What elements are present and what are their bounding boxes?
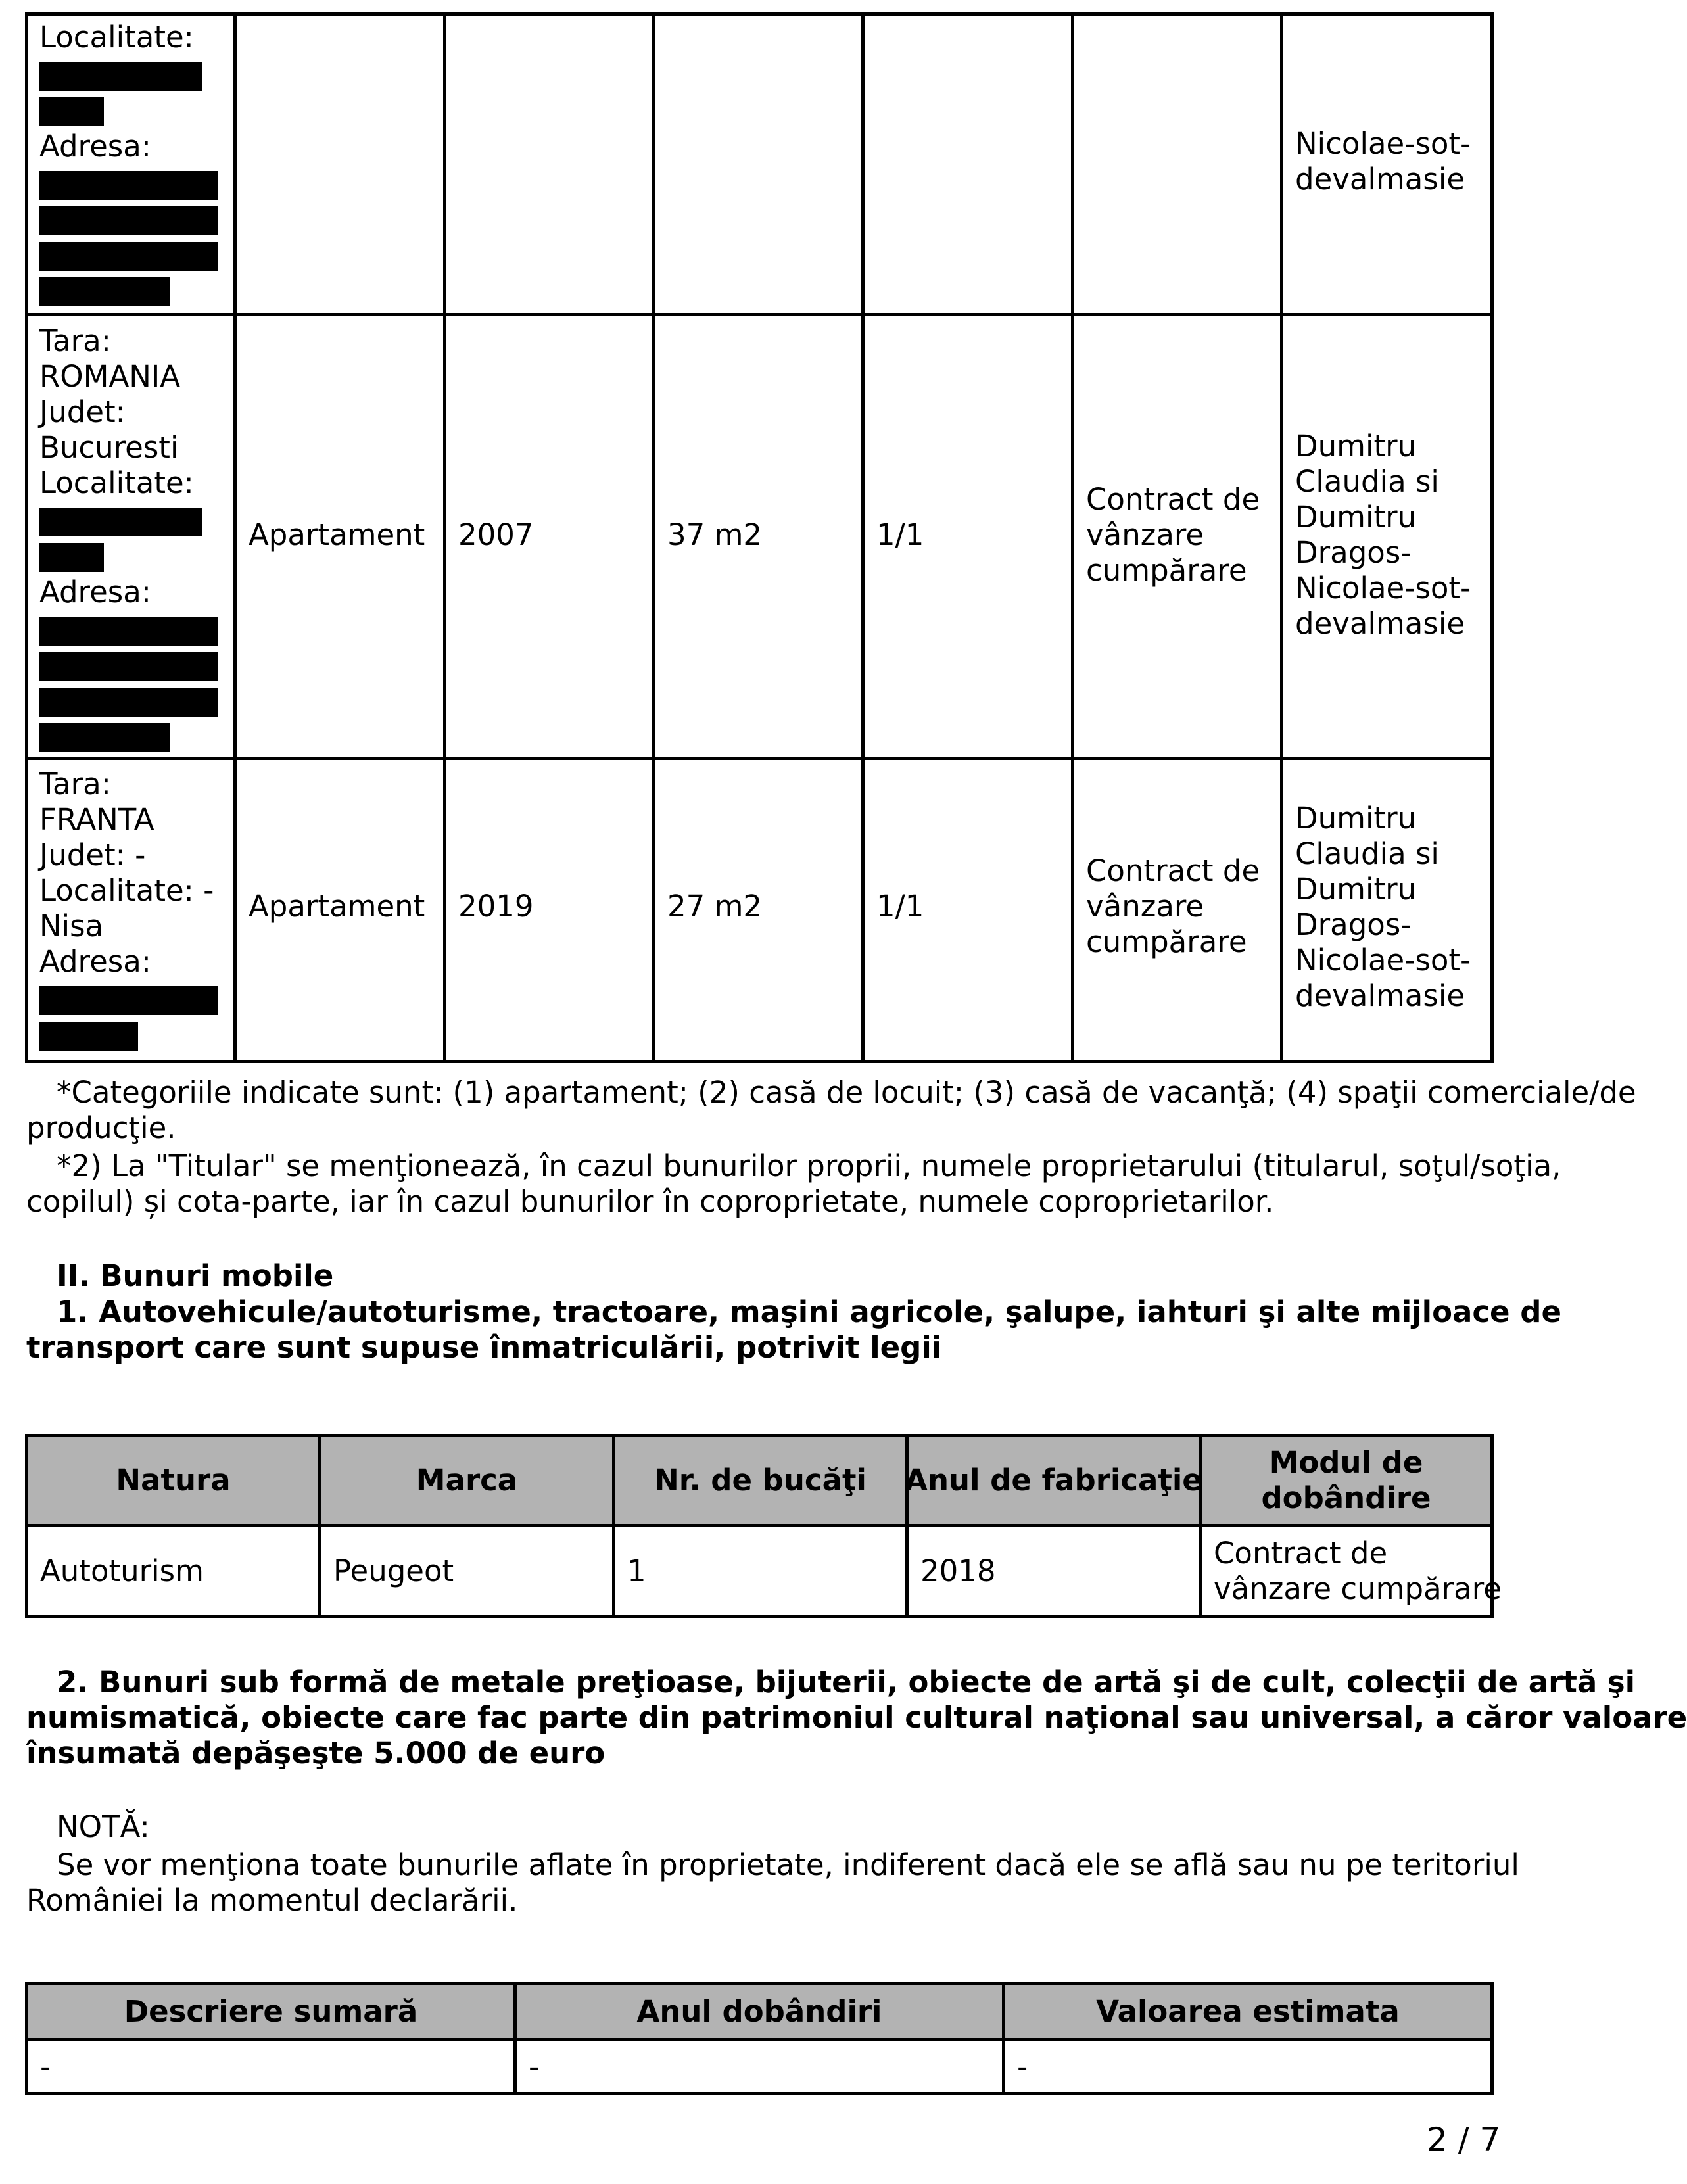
cell-text: Autoturism <box>40 1553 204 1588</box>
mod-line: cumpărare <box>1086 553 1247 588</box>
redacted-block <box>39 97 104 126</box>
nota-text-cont: României la momentul declarării. <box>26 1883 518 1918</box>
titular-line: Dumitru <box>1295 500 1417 534</box>
mod-dobandire-cell <box>1086 482 1260 588</box>
header-label: Valoarea estimata <box>1096 1994 1400 2029</box>
nota-label: NOTĂ: <box>57 1809 150 1844</box>
subsection-heading-cont: transport care sunt supuse înmatriculării, potrivit legii <box>26 1330 942 1365</box>
header-descriere <box>28 1985 513 2038</box>
location-line: Localitate: <box>39 465 194 500</box>
titular-line: Dumitru <box>1295 801 1417 836</box>
header-anul-dobandiri <box>517 1985 1002 2038</box>
location-line: FRANTA <box>39 802 154 837</box>
cell-text: vânzare cumpărare <box>1214 1571 1502 1606</box>
descriere-cell <box>28 2041 513 2092</box>
redacted-block <box>39 986 218 1015</box>
column-divider <box>1071 12 1074 1063</box>
redacted-block <box>39 652 218 681</box>
categorii-note: *Categoriile indicate sunt: (1) apartament; (2) casă de locuit; (3) casă de vacanţă; (4) spaţii comerciale/de <box>57 1075 1636 1110</box>
column-divider <box>233 12 237 1063</box>
titular-note-cont: copilul) și cota-parte, iar în cazul bunurilor în coproprietate, numele coproprietarilor. <box>26 1184 1274 1219</box>
redacted-block <box>39 242 218 271</box>
titular-cell <box>1295 801 1471 1014</box>
subsection-heading: 1. Autovehicule/autoturisme, tractoare, maşini agricole, şalupe, iahturi şi alte mijloace de <box>57 1294 1561 1329</box>
titular-line: devalmasie <box>1295 978 1465 1013</box>
location-line: Localitate: - <box>39 873 214 908</box>
header-label: Anul dobândiri <box>636 1994 882 2029</box>
titular-line: Dumitru <box>1295 429 1417 463</box>
titular-line: devalmasie <box>1295 606 1465 641</box>
redacted-block <box>39 617 218 646</box>
titular-line: Claudia si <box>1295 836 1439 871</box>
mod-line: vânzare <box>1086 517 1204 552</box>
redacted-block <box>39 723 170 752</box>
anul-fabricatie-cell <box>909 1527 1199 1615</box>
location-label: Localitate: <box>39 20 194 55</box>
titular-line: Dragos- <box>1295 907 1412 942</box>
cell-text: - <box>40 2049 51 2084</box>
subsection-heading-cont: însumată depăşeşte 5.000 de euro <box>26 1736 606 1770</box>
subsection-heading: 2. Bunuri sub formă de metale preţioase, bijuterii, obiecte de artă şi de cult, colecţii de artă şi <box>57 1665 1636 1699</box>
redacted-block <box>39 171 218 200</box>
titular-line: Nicolae-sot- <box>1295 126 1471 161</box>
address-label: Adresa: <box>39 575 151 609</box>
location-line: Tara: <box>39 767 111 801</box>
suprafata-cell: 27 m2 <box>667 889 763 924</box>
table-row <box>39 20 218 306</box>
column-divider <box>1280 12 1283 1063</box>
row-divider <box>25 313 1494 316</box>
table-row <box>39 767 218 1051</box>
row-divider <box>25 757 1494 760</box>
cota-cell: 1/1 <box>876 889 924 924</box>
redacted-block <box>39 277 170 306</box>
nota-text: Se vor menţiona toate bunurile aflate în proprietate, indiferent dacă ele se află sau nu pe teritoriul <box>57 1847 1519 1882</box>
column-divider <box>652 12 655 1063</box>
cell-text: Contract de <box>1214 1535 1388 1571</box>
cota-cell: 1/1 <box>876 517 924 552</box>
redacted-block <box>39 62 202 91</box>
mod-line: cumpărare <box>1086 924 1247 959</box>
header-marca <box>321 1437 612 1524</box>
header-label: dobândire <box>1261 1481 1431 1515</box>
titular-cell <box>1295 126 1471 197</box>
cell-text: 2018 <box>920 1553 996 1588</box>
mod-line: Contract de <box>1086 853 1260 888</box>
location-line: Judet: - <box>39 838 146 872</box>
titular-note: *2) La "Titular" se menţionează, în cazul bunurilor proprii, numele proprietarului (titularul, soţul/soţia, <box>57 1149 1561 1183</box>
natura-cell <box>28 1527 318 1615</box>
section-title: II. Bunuri mobile <box>57 1258 334 1293</box>
redacted-block <box>39 206 218 235</box>
page-number: 2 / 7 <box>1427 2121 1501 2159</box>
location-line: Nisa <box>39 909 104 943</box>
cell-text: - <box>1017 2049 1028 2084</box>
header-label: Modul de <box>1269 1445 1423 1480</box>
marca-cell <box>321 1527 612 1615</box>
table-row <box>39 323 218 752</box>
cell-text: Peugeot <box>333 1553 454 1588</box>
titular-line: Dragos- <box>1295 535 1412 570</box>
column-divider <box>861 12 865 1063</box>
mod-dobandire-cell <box>1086 853 1260 960</box>
address-label: Adresa: <box>39 944 151 979</box>
subsection-heading-cont: numismatică, obiecte care fac parte din patrimoniul cultural naţional sau universal, a căror valoare <box>26 1700 1687 1735</box>
header-nr-bucati <box>615 1437 905 1524</box>
cell-text: - <box>529 2049 540 2084</box>
header-label: Marca <box>416 1463 518 1498</box>
mod-line: vânzare <box>1086 889 1204 924</box>
header-label: Anul de fabricaţie <box>905 1463 1202 1498</box>
titular-line: Nicolae-sot- <box>1295 571 1471 605</box>
valoarea-cell <box>1005 2041 1490 2092</box>
mod-line: Contract de <box>1086 482 1260 517</box>
cell-text: 1 <box>627 1553 646 1588</box>
redacted-block <box>39 508 202 536</box>
address-label: Adresa: <box>39 129 151 164</box>
anul-cell: 2019 <box>458 889 534 924</box>
header-label: Natura <box>116 1463 231 1498</box>
header-anul-fabricatie <box>905 1437 1202 1524</box>
nr-bucati-cell <box>615 1527 905 1615</box>
header-natura <box>28 1437 318 1524</box>
location-line: Bucuresti <box>39 430 179 465</box>
redacted-block <box>39 688 218 717</box>
location-line: Tara: <box>39 323 111 358</box>
categorie-cell: Apartament <box>249 889 425 924</box>
redacted-block <box>39 1022 138 1051</box>
header-label: Nr. de bucăţi <box>654 1463 867 1498</box>
titular-line: Dumitru <box>1295 872 1417 907</box>
titular-line: devalmasie <box>1295 162 1465 197</box>
anul-dobandiri-cell <box>517 2041 1002 2092</box>
categorie-cell: Apartament <box>249 517 425 552</box>
redacted-block <box>39 543 104 572</box>
titular-line: Nicolae-sot- <box>1295 943 1471 978</box>
header-modul-dobandire <box>1202 1437 1490 1524</box>
modul-dobandire-cell <box>1202 1527 1502 1615</box>
titular-line: Claudia si <box>1295 464 1439 499</box>
suprafata-cell: 37 m2 <box>667 517 763 552</box>
categorii-note-cont: producţie. <box>26 1110 176 1145</box>
header-label: Descriere sumară <box>124 1994 418 2029</box>
location-line: Judet: <box>39 394 126 429</box>
header-valoarea <box>1005 1985 1490 2038</box>
anul-cell: 2007 <box>458 517 534 552</box>
location-line: ROMANIA <box>39 359 181 394</box>
column-divider <box>443 12 446 1063</box>
titular-cell <box>1295 429 1471 642</box>
